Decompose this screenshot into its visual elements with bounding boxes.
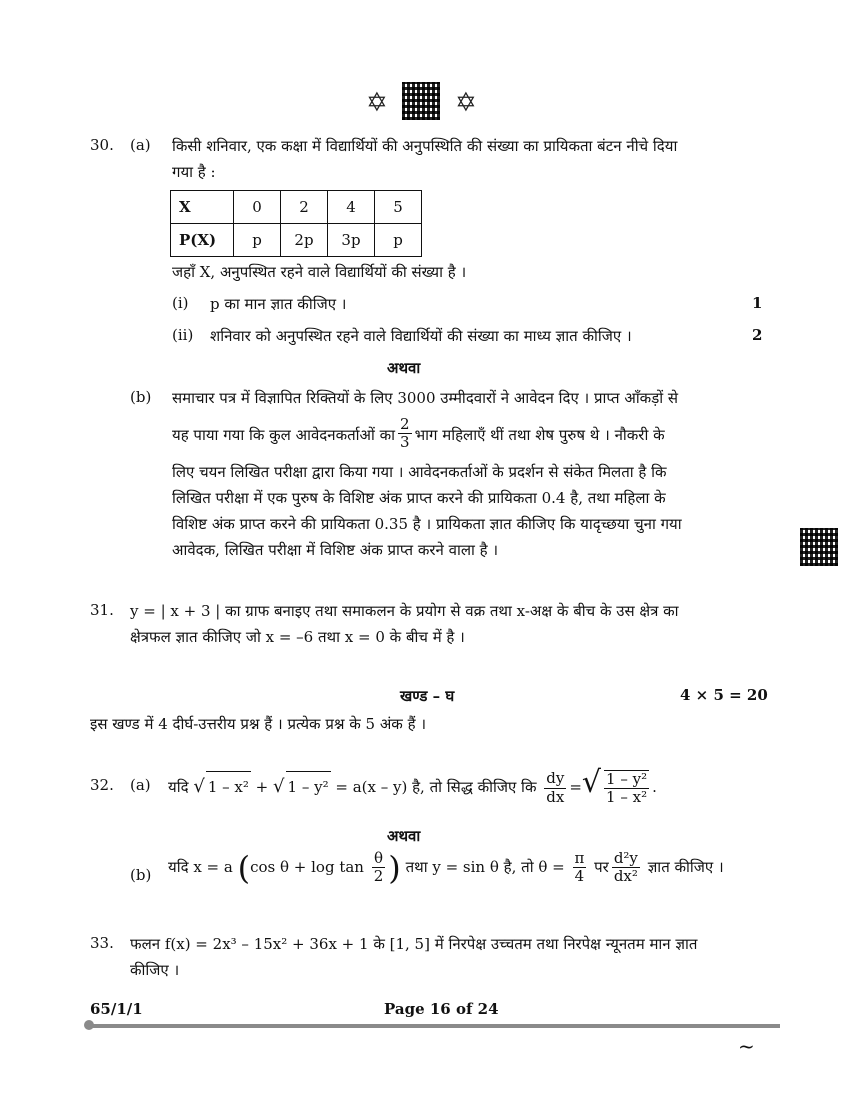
- fraction-numerator: dy: [546, 769, 565, 788]
- fraction-denominator: dx²: [613, 867, 638, 886]
- q33-line1: फलन f(x) = 2x³ – 15x² + 36x + 1 के [1, 5] में निरपेक्ष उच्चतम तथा निरपेक्ष न्यूनतम मान ज्ञात: [130, 935, 698, 953]
- star-left-icon: ✡: [366, 88, 388, 118]
- table-cell: 2p: [281, 224, 328, 257]
- q33-number: 33.: [90, 934, 114, 952]
- q30-part-b-line5: विशिष्ट अंक प्राप्त करने की प्रायिकता 0.35 है । प्रायिकता ज्ञात कीजिए कि यादृच्छया चुना गया: [172, 515, 682, 533]
- fraction-numerator: θ: [374, 849, 384, 867]
- table-header-px: P(X): [171, 224, 234, 257]
- q32-a-sqrt2: 1 – y²: [286, 771, 331, 802]
- q32-a-eq: = a(x – y) है, तो सिद्ध कीजिए कि: [335, 778, 537, 796]
- q30-part-b-line2: [172, 415, 665, 454]
- probability-table: [170, 190, 422, 257]
- q30-sub-i-text: p का मान ज्ञात कीजिए ।: [210, 295, 347, 313]
- q32-number: 32.: [90, 776, 114, 794]
- section-marks: 4 × 5 = 20: [680, 686, 768, 704]
- fraction-two-thirds: [398, 416, 412, 452]
- table-cell: 5: [375, 191, 422, 224]
- section-instruction: इस खण्ड में 4 दीर्घ-उत्तरीय प्रश्न हैं । प्रत्येक प्रश्न के 5 अंक हैं ।: [90, 715, 427, 733]
- footer-page: Page 16 of 24: [384, 1000, 499, 1018]
- q32-part-b-label: (b): [130, 866, 152, 884]
- q33-line2: कीजिए ।: [130, 961, 180, 979]
- q30-part-a-line1: किसी शनिवार, एक कक्षा में विद्यार्थियों की अनुपस्थिति की संख्या का प्रायिकता बंटन नीचे दिया: [172, 137, 678, 155]
- fraction-denominator: 2: [373, 867, 384, 886]
- fraction-numerator: 2: [400, 415, 410, 433]
- q30-part-a-label: (a): [130, 136, 151, 154]
- q30-sub-ii-label: (ii): [172, 326, 194, 344]
- q30-part-b-line2-pre: यह पाया गया कि कुल आवेदनकर्ताओं का: [172, 425, 396, 444]
- table-cell: p: [234, 224, 281, 257]
- fraction-denominator: 1 – x²: [606, 788, 648, 806]
- fraction-numerator: 1 – y²: [606, 769, 648, 788]
- q32-part-b-equation: [168, 850, 724, 886]
- table-cell: p: [375, 224, 422, 257]
- q32-b-pre: यदि x = a: [168, 857, 233, 876]
- q30-part-a-line2: गया है :: [172, 163, 216, 181]
- q30-sub-i-label: (i): [172, 294, 189, 312]
- footer-tilde: ~: [738, 1034, 755, 1058]
- q32-part-a-equation: यदि √ 1 – x² + √ 1 – y² = a(x – y) है, तो सिद्ध कीजिए कि $\frac{dy}{dx}$ =√ $\frac{\text{1 – y²}}{\text{1 – x²}}$ .: [168, 765, 657, 806]
- q31-number: 31.: [90, 601, 114, 619]
- q32-b-bracket: cos θ + log tan: [250, 857, 364, 876]
- q30-sub-ii-text: शनिवार को अनुपस्थित रहने वाले विद्यार्थियों की संख्या का माध्य ज्ञात कीजिए ।: [210, 327, 632, 345]
- side-qr-code-icon: [800, 528, 838, 566]
- table-cell: 2: [281, 191, 328, 224]
- footer-rule: [90, 1024, 780, 1028]
- q30-part-b-line6: आवेदक, लिखित परीक्षा में विशिष्ट अंक प्राप्त करने वाला है ।: [172, 541, 499, 559]
- q32-b-post: ज्ञात कीजिए ।: [647, 857, 724, 876]
- fraction-theta-two: [372, 850, 386, 886]
- qr-code-icon: [402, 82, 440, 120]
- table-cell: 3p: [328, 224, 375, 257]
- q30-sub-i-marks: 1: [752, 294, 763, 312]
- sqrt-icon: √: [581, 765, 602, 800]
- star-right-icon: ✡: [455, 88, 477, 118]
- left-paren-icon: (: [237, 848, 251, 887]
- q30-sub-ii-marks: 2: [752, 326, 763, 344]
- q32-a-if: यदि: [168, 778, 189, 796]
- fraction-numerator: d²y: [613, 849, 638, 867]
- q32-a-plus: +: [255, 778, 269, 796]
- q30-part-b-line2-post: भाग महिलाएँ थीं तथा शेष पुरुष थे । नौकरी के: [414, 425, 665, 444]
- fraction-sqrt-rhs: [604, 770, 649, 807]
- q30-part-b-line1: समाचार पत्र में विज्ञापित रिक्तियों के लिए 3000 उम्मीदवारों ने आवेदन दिए । प्राप्त आँकड़ों से: [172, 389, 679, 407]
- right-paren-icon: ): [388, 848, 401, 887]
- q32-b-par: पर: [594, 857, 609, 876]
- table-cell: 4: [328, 191, 375, 224]
- q30-or-text: अथवा: [387, 359, 421, 377]
- q32-part-a-label: (a): [130, 776, 151, 794]
- table-row: [171, 224, 422, 257]
- q31-line1: y = | x + 3 | का ग्राफ बनाइए तथा समाकलन के प्रयोग से वक्र तथा x-अक्ष के बीच के उस क्षेत्र का: [130, 602, 679, 620]
- q30-number: 30.: [90, 136, 114, 154]
- q32-or-text: अथवा: [387, 827, 421, 845]
- fraction-pi-four: [573, 850, 587, 886]
- q30-where-text: जहाँ X, अनुपस्थित रहने वाले विद्यार्थियों की संख्या है ।: [172, 263, 467, 281]
- table-header-x: X: [171, 191, 234, 224]
- table-cell: 0: [234, 191, 281, 224]
- table-row: [171, 191, 422, 224]
- q30-part-b-line3: लिए चयन लिखित परीक्षा द्वारा किया गया । आवेदनकर्ताओं के प्रदर्शन से संकेत मिलता है कि: [172, 463, 667, 481]
- fraction-dy-dx: [544, 770, 566, 806]
- q32-b-mid: तथा y = sin θ है, तो θ =: [405, 857, 565, 876]
- fraction-numerator: π: [574, 849, 585, 867]
- q31-line2: क्षेत्रफल ज्ञात कीजिए जो x = –6 तथा x = 0 के बीच में है ।: [130, 628, 465, 646]
- fraction-d2y-dx2: [612, 850, 640, 886]
- q30-part-b-line4: लिखित परीक्षा में एक पुरुष के विशिष्ट अंक प्राप्त करने की प्रायिकता 0.4 है, तथा महिला के: [172, 489, 666, 507]
- q32-a-sqrt1: 1 – x²: [206, 771, 251, 802]
- q30-part-b-label: (b): [130, 388, 152, 406]
- fraction-denominator: 3: [400, 433, 410, 452]
- fraction-denominator: dx: [546, 787, 565, 806]
- footer-code: 65/1/1: [90, 1000, 143, 1018]
- section-title: खण्ड – घ: [400, 687, 455, 705]
- sqrt-icon: √: [193, 776, 205, 797]
- sqrt-icon: √: [273, 776, 285, 797]
- fraction-denominator: 4: [574, 867, 585, 886]
